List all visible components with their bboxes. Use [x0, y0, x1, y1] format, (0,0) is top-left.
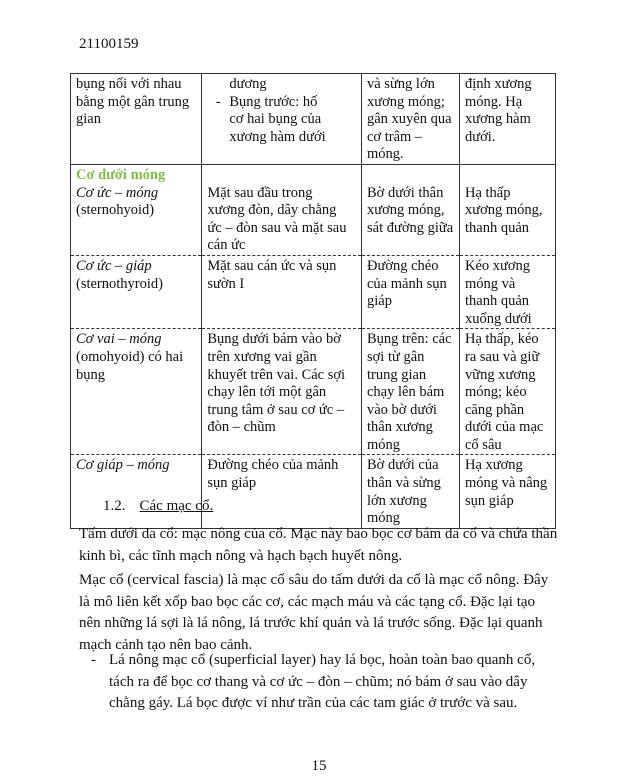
origin-cell: Mặt sau đầu trong xương đòn, dây chằng ức – đòn sau và mặt sau cán ức: [202, 164, 362, 255]
muscle-name-cell: [71, 455, 202, 528]
muscle-table: [70, 73, 556, 529]
muscle-name-cell: [71, 164, 202, 255]
document-id: 21100159: [79, 36, 139, 52]
list-item: [79, 650, 559, 715]
action-cell: Hạ thấp xương móng, thanh quản: [459, 164, 555, 255]
muscle-name-cell: [71, 255, 202, 328]
action-cell: Hạ thấp, kéo ra sau và giữ vững xương móng; kéo căng phần dưới của mạc cổ sâu: [459, 329, 555, 455]
action-cell: Hạ xương móng và nâng sụn giáp: [459, 455, 555, 528]
list-item-text: Lá nông mạc cổ (superficial layer) hay lá bọc, hoàn toàn bao quanh cổ, tách ra để bọc cơ thang và cơ ức – đòn – chũm; nó bám ở sau vào dây chằng gáy. Lá bọc được ví như trần của các tam giác ở trước và sau.: [109, 652, 536, 711]
insertion-cell: Bờ dưới thân xương móng, sát đường giữa: [361, 164, 459, 255]
section-number: 1.2.: [103, 498, 126, 514]
table-row: [71, 164, 556, 255]
origin-cell: Đường chéo của mảnh sụn giáp: [202, 455, 362, 528]
muscle-name: Cơ ức – giáp: [76, 257, 152, 274]
insertion-cell: Đường chéo của mảnh sụn giáp: [361, 255, 459, 328]
list-marker: -: [91, 652, 96, 668]
muscle-latin-name: (sternohyoid): [76, 202, 155, 219]
table-row: [71, 329, 556, 455]
group-heading: Cơ dưới móng: [76, 166, 166, 183]
bullet-marker: -: [215, 93, 221, 110]
paragraph: Tấm dưới da cổ: mạc nông của cổ. Mạc này bao bọc cơ bám da cổ và chứa thần kinh bì, các tĩnh mạch nông và hạch bạch huyết nông.: [79, 526, 558, 564]
muscle-name: Cơ ức – móng: [76, 184, 159, 201]
muscle-name: Cơ vai – móng: [76, 331, 162, 348]
muscle-latin-name: (sternothyroid): [76, 275, 163, 292]
bullet-marker: [207, 76, 229, 94]
page-number: 15: [311, 758, 327, 774]
section-heading: [103, 498, 213, 515]
table-row: [71, 255, 556, 328]
table-row: [71, 74, 556, 165]
cell-bullet-line: - Bụng trước: hố cơ hai bụng của xương hàm dưới: [207, 94, 356, 147]
muscle-latin-name: (omohyoid) có hai bụng: [76, 348, 184, 383]
section-title: Các mạc cổ.: [139, 498, 214, 514]
table-row: [71, 455, 556, 528]
origin-cell: Bụng dưới bám vào bờ trên xương vai gần khuyết trên vai. Các sợi chạy lên tới một gân trung tâm ở sau cơ ức – đòn – chũm: [202, 329, 362, 455]
origin-cell: Mặt sau cán ức và sụn sườn I: [202, 255, 362, 328]
muscle-name: Cơ giáp – móng: [76, 457, 170, 474]
origin-cell: [202, 74, 362, 165]
action-cell: Kéo xương móng và thanh quản xuống dưới: [459, 255, 555, 328]
cell-line: dương: [207, 76, 356, 94]
action-cell: định xương móng. Hạ xương hàm dưới.: [459, 74, 555, 165]
insertion-cell: Bờ dưới của thân và sừng lớn xương móng: [361, 455, 459, 528]
insertion-cell: và sừng lớn xương móng; gân xuyên qua cơ trâm – móng.: [361, 74, 459, 165]
paragraph: Mạc cổ (cervical fascia) là mạc cổ sâu do tấm dưới da cổ là mạc cổ nông. Đây là mô liên kết xốp bao bọc các cơ, các mạch máu và các tạng cổ. Đặc lại tạo nên những lá sợi là lá nông, lá trước khí quản và lá trước sống. Đặc lại quanh mạch cảnh tạo nên bao cảnh.: [79, 572, 549, 653]
muscle-name-cell: [71, 329, 202, 455]
insertion-cell: Bụng trên: các sợi từ gân trung gian chạy lên bám vào bờ dưới thân xương móng: [361, 329, 459, 455]
origin-name-cell: bụng nối với nhau bằng một gân trung gian: [71, 74, 202, 165]
